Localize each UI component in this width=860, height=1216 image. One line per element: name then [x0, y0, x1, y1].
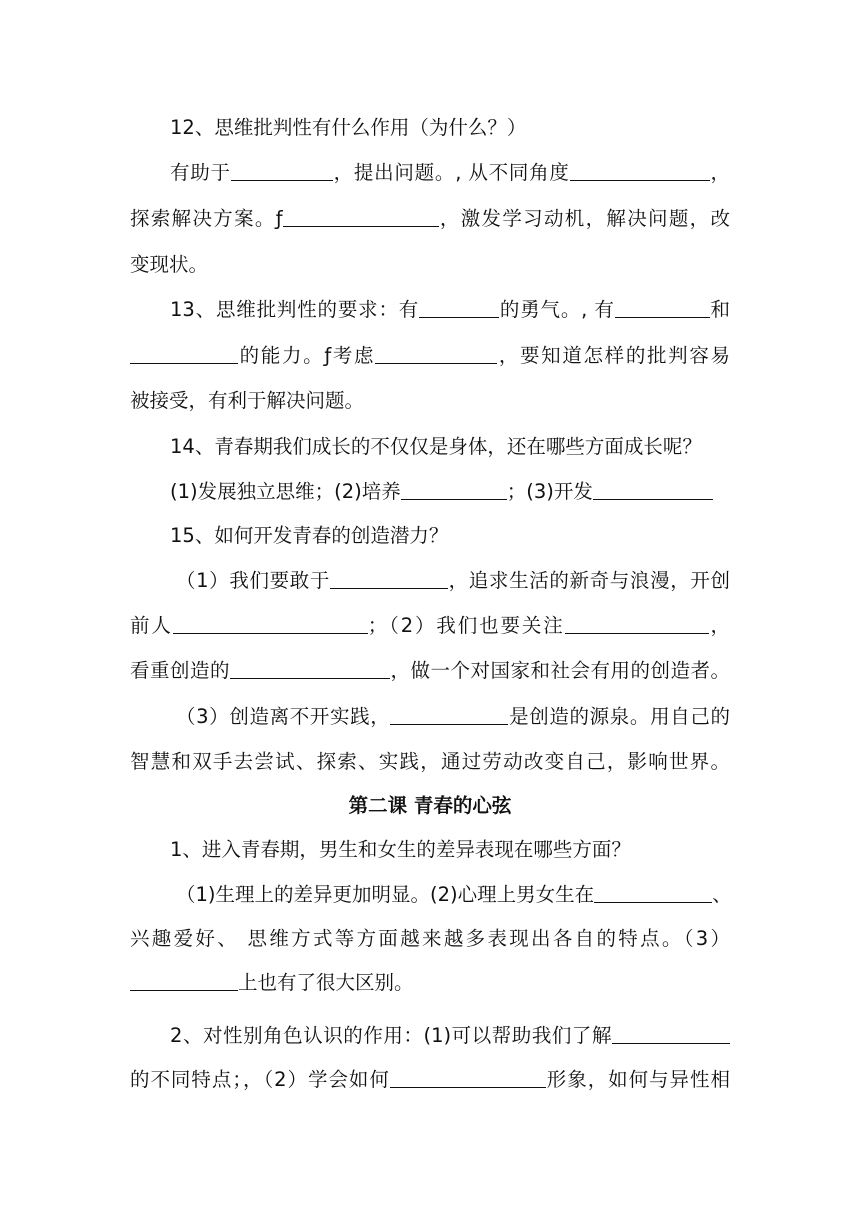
question-15-line-2 — [130, 612, 730, 640]
text-run: 探索解决方案。ƒ — [130, 207, 283, 230]
blank-field — [615, 297, 710, 318]
blank-field — [565, 613, 709, 634]
text-run: ，提出问题。, 从不同角度 — [332, 161, 570, 184]
question-12-line-2 — [130, 205, 730, 233]
text-run: 的能力。ƒ考虑 — [238, 344, 376, 367]
text-run: ， — [709, 161, 730, 184]
question-14-title: 14、青春期我们成长的不仅仅是身体，还在哪些方面成长呢？ — [170, 435, 702, 458]
blank-field — [594, 882, 712, 903]
text-run: （1)生理上的差异更加明显。(2)心理上男女生在 — [176, 883, 595, 906]
text-run: ，追求生活的新奇与浪漫，开创 — [448, 569, 730, 592]
question-13-line-3: 被接受，有利于解决问题。 — [130, 389, 365, 412]
text-run: ；（2）我们也要关注 — [367, 614, 565, 637]
blank-field — [612, 1023, 730, 1044]
text-run: 是创造的源泉。用自己的 — [508, 705, 730, 728]
text-run: 的不同特点；，（2）学会如何 — [130, 1068, 390, 1091]
lesson-2-question-1-title: 1、进入青春期，男生和女生的差异表现在哪些方面？ — [170, 838, 631, 861]
text-run: 和 — [709, 298, 730, 321]
text-run: （3）创造离不开实践， — [176, 705, 391, 728]
question-13-line-2 — [130, 342, 730, 370]
blank-field — [570, 160, 710, 181]
text-run: (1)发展独立思维；(2)培养 — [170, 480, 401, 503]
question-12-line-1 — [170, 159, 730, 187]
text-run: ，做一个对国家和社会有用的创造者。 — [390, 659, 730, 682]
text-run: ，激发学习动机，解决问题，改 — [438, 207, 730, 230]
lesson-2-question-2-line-1 — [170, 1022, 730, 1050]
question-12-line-3: 变现状。 — [130, 253, 209, 276]
lesson-2-heading: 第二课 青春的心弦 — [348, 794, 512, 817]
text-run: 2、对性别角色认识的作用：(1)可以帮助我们了解 — [170, 1024, 612, 1047]
blank-field — [401, 479, 507, 500]
blank-field — [173, 613, 368, 634]
lesson-2-question-2-line-2 — [130, 1066, 730, 1094]
text-run: 的勇气。, 有 — [499, 298, 615, 321]
question-13-line-1 — [170, 296, 730, 324]
blank-field — [390, 1067, 546, 1088]
blank-field — [419, 297, 499, 318]
text-run: 上也有了很大区别。 — [238, 971, 414, 994]
blank-field — [283, 206, 439, 227]
blank-field — [330, 568, 448, 589]
question-15-line-5: 智慧和双手去尝试、探索、实践，通过劳动改变自己，影响世界。 — [130, 750, 730, 773]
text-run: ；(3)开发 — [506, 480, 593, 503]
blank-field — [390, 704, 508, 725]
text-run: 、 — [712, 883, 732, 906]
text-run: 有助于 — [170, 161, 231, 184]
text-run: ，要知道怎样的批判容易 — [497, 344, 730, 367]
blank-field — [231, 160, 333, 181]
blank-field — [130, 970, 238, 991]
blank-field — [130, 343, 238, 364]
lesson-2-question-1-line-1 — [176, 881, 730, 909]
text-run: ， — [708, 614, 730, 637]
text-run: 看重创造的 — [130, 659, 230, 682]
blank-field — [375, 343, 497, 364]
text-run: 13、思维批判性的要求：有 — [170, 298, 420, 321]
question-15-title: 15、如何开发青春的创造潜力？ — [170, 524, 449, 547]
question-15-line-1 — [176, 567, 730, 595]
text-run: 形象，如何与异性相 — [545, 1068, 730, 1091]
text-run: 前人 — [130, 614, 173, 637]
question-14-line-1 — [170, 478, 730, 506]
lesson-2-question-1-line-2: 兴趣爱好、 思维方式等方面越来越多表现出各自的特点。（3） — [130, 927, 730, 950]
blank-field — [593, 479, 713, 500]
lesson-2-question-1-line-3 — [130, 969, 730, 997]
question-12-title: 12、思维批判性有什么作用（为什么？） — [170, 116, 527, 139]
question-15-line-3 — [130, 657, 730, 685]
question-15-line-4 — [176, 703, 730, 731]
blank-field — [230, 658, 390, 679]
text-run: （1）我们要敢于 — [176, 569, 331, 592]
